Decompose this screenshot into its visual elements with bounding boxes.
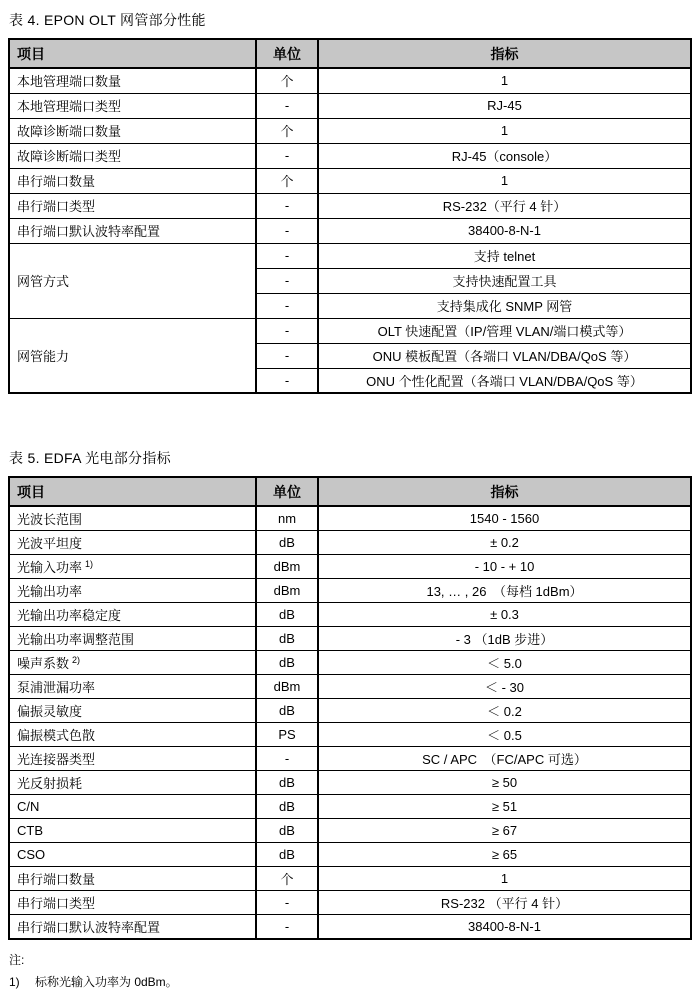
spec-value: 支持集成化 SNMP 网管 (318, 293, 691, 318)
spec-value: RJ-45 (318, 93, 691, 118)
spec-unit: dB (256, 603, 318, 627)
table-row (9, 555, 691, 579)
spec-item-merged: 网管能力 (9, 318, 256, 393)
table-row (9, 168, 691, 193)
table-row (9, 675, 691, 699)
table-row (9, 891, 691, 915)
spec-value: - 10 - + 10 (318, 555, 691, 579)
footnotes (9, 951, 692, 990)
spec-item-text: 噪声系数 (17, 656, 70, 671)
column-header-unit: 单位 (256, 39, 318, 68)
spec-value: ≥ 51 (318, 795, 691, 819)
spec-unit: - (256, 915, 318, 940)
spec-unit: dB (256, 795, 318, 819)
table-row (9, 771, 691, 795)
spec-unit: dB (256, 843, 318, 867)
table-row (9, 723, 691, 747)
spec-value: RS-232（平行 4 针） (318, 193, 691, 218)
table-row (9, 747, 691, 771)
spec-value: RJ-45（console） (318, 143, 691, 168)
spec-unit: - (256, 218, 318, 243)
spec-unit: 个 (256, 68, 318, 93)
spec-item: 串行端口默认波特率配置 (9, 915, 256, 940)
spec-unit: dB (256, 819, 318, 843)
spec-item: 偏振灵敏度 (9, 699, 256, 723)
spec-item: 光连接器类型 (9, 747, 256, 771)
spec-item: CTB (9, 819, 256, 843)
spec-unit: dB (256, 531, 318, 555)
spec-unit: - (256, 268, 318, 293)
table-row (9, 915, 691, 940)
spec-item: 本地管理端口类型 (9, 93, 256, 118)
spec-unit: - (256, 293, 318, 318)
spec-item: 串行端口类型 (9, 891, 256, 915)
table5-edfa-specs (8, 476, 692, 940)
spec-item: 光波长范围 (9, 506, 256, 531)
spec-unit: - (256, 318, 318, 343)
spec-value: 1540 - 1560 (318, 506, 691, 531)
table-row (9, 579, 691, 603)
spec-item: 泵浦泄漏功率 (9, 675, 256, 699)
spec-value: OLT 快速配置（IP/管理 VLAN/端口模式等） (318, 318, 691, 343)
spec-value: ＜ 5.0 (318, 651, 691, 675)
spec-value: RS-232 （平行 4 针） (318, 891, 691, 915)
spec-unit: 个 (256, 867, 318, 891)
spec-unit: nm (256, 506, 318, 531)
spec-unit: dB (256, 699, 318, 723)
spec-item: CSO (9, 843, 256, 867)
footnote-ref-1: 1) (85, 558, 94, 569)
spec-value: 13, … , 26 （每档 1dBm） (318, 579, 691, 603)
table4-header-row (9, 39, 691, 68)
table-row (9, 531, 691, 555)
spec-item: 光反射损耗 (9, 771, 256, 795)
spec-value: ± 0.3 (318, 603, 691, 627)
table-row (9, 118, 691, 143)
spec-value: ± 0.2 (318, 531, 691, 555)
spec-item: 故障诊断端口类型 (9, 143, 256, 168)
spec-item: C/N (9, 795, 256, 819)
table-row (9, 193, 691, 218)
spec-unit: - (256, 368, 318, 393)
spec-unit: dB (256, 627, 318, 651)
spec-value: ＜ - 30 (318, 675, 691, 699)
table-row (9, 819, 691, 843)
spec-item: 本地管理端口数量 (9, 68, 256, 93)
table-row-group-start (9, 243, 691, 268)
spec-unit: - (256, 243, 318, 268)
spec-item-merged: 网管方式 (9, 243, 256, 318)
footnote-1-text: 标称光输入功率为 0dBm。 (35, 975, 178, 989)
spec-unit: dBm (256, 675, 318, 699)
table-row (9, 651, 691, 675)
spec-unit: - (256, 891, 318, 915)
section-gap (8, 394, 692, 446)
spec-value: 1 (318, 867, 691, 891)
spec-unit: 个 (256, 118, 318, 143)
spec-unit: dB (256, 771, 318, 795)
spec-item: 串行端口数量 (9, 168, 256, 193)
spec-value: 38400-8-N-1 (318, 218, 691, 243)
column-header-value: 指标 (318, 39, 691, 68)
spec-unit: - (256, 343, 318, 368)
table-row (9, 867, 691, 891)
spec-value: ONU 模板配置（各端口 VLAN/DBA/QoS 等） (318, 343, 691, 368)
column-header-item: 项目 (9, 39, 256, 68)
spec-unit: - (256, 193, 318, 218)
spec-unit: - (256, 93, 318, 118)
table-row (9, 143, 691, 168)
table-row (9, 627, 691, 651)
footnotes-label: 注: (9, 953, 25, 967)
spec-item-text: 光输入功率 (17, 560, 83, 575)
spec-value: ONU 个性化配置（各端口 VLAN/DBA/QoS 等） (318, 368, 691, 393)
spec-item: 光波平坦度 (9, 531, 256, 555)
table-row (9, 218, 691, 243)
spec-unit: - (256, 143, 318, 168)
table-row (9, 843, 691, 867)
spec-unit: - (256, 747, 318, 771)
table-row (9, 68, 691, 93)
spec-value: - 3 （1dB 步进） (318, 627, 691, 651)
spec-item: 故障诊断端口数量 (9, 118, 256, 143)
spec-item: 串行端口默认波特率配置 (9, 218, 256, 243)
spec-item (9, 555, 256, 579)
table4-epon-olt-nms (8, 38, 692, 394)
spec-value: 支持 telnet (318, 243, 691, 268)
spec-value: 38400-8-N-1 (318, 915, 691, 940)
spec-item: 偏振模式色散 (9, 723, 256, 747)
spec-value: ＜ 0.2 (318, 699, 691, 723)
spec-value: 1 (318, 118, 691, 143)
spec-value: ＜ 0.5 (318, 723, 691, 747)
spec-unit: PS (256, 723, 318, 747)
footnote-1 (9, 973, 692, 990)
spec-value: 支持快速配置工具 (318, 268, 691, 293)
column-header-item: 项目 (9, 477, 256, 506)
spec-item: 光输出功率调整范围 (9, 627, 256, 651)
table-row (9, 93, 691, 118)
spec-item: 光输出功率稳定度 (9, 603, 256, 627)
spec-unit: dBm (256, 579, 318, 603)
table5-title: 表 5. EDFA 光电部分指标 (9, 450, 171, 466)
spec-unit: 个 (256, 168, 318, 193)
table-row (9, 506, 691, 531)
spec-item (9, 651, 256, 675)
table-row (9, 795, 691, 819)
spec-value: SC / APC （FC/APC 可选） (318, 747, 691, 771)
footnote-1-marker: 1) (9, 975, 20, 989)
spec-value: 1 (318, 68, 691, 93)
spec-item: 串行端口数量 (9, 867, 256, 891)
footnote-ref-2: 2) (72, 654, 81, 665)
column-header-unit: 单位 (256, 477, 318, 506)
table5-header-row (9, 477, 691, 506)
table-row-group-start (9, 318, 691, 343)
spec-value: 1 (318, 168, 691, 193)
table4-title: 表 4. EPON OLT 网管部分性能 (9, 12, 206, 28)
column-header-value: 指标 (318, 477, 691, 506)
table-row (9, 699, 691, 723)
spec-unit: dB (256, 651, 318, 675)
spec-item: 光输出功率 (9, 579, 256, 603)
spec-value: ≥ 65 (318, 843, 691, 867)
spec-unit: dBm (256, 555, 318, 579)
table-row (9, 603, 691, 627)
spec-item: 串行端口类型 (9, 193, 256, 218)
spec-value: ≥ 67 (318, 819, 691, 843)
spec-value: ≥ 50 (318, 771, 691, 795)
